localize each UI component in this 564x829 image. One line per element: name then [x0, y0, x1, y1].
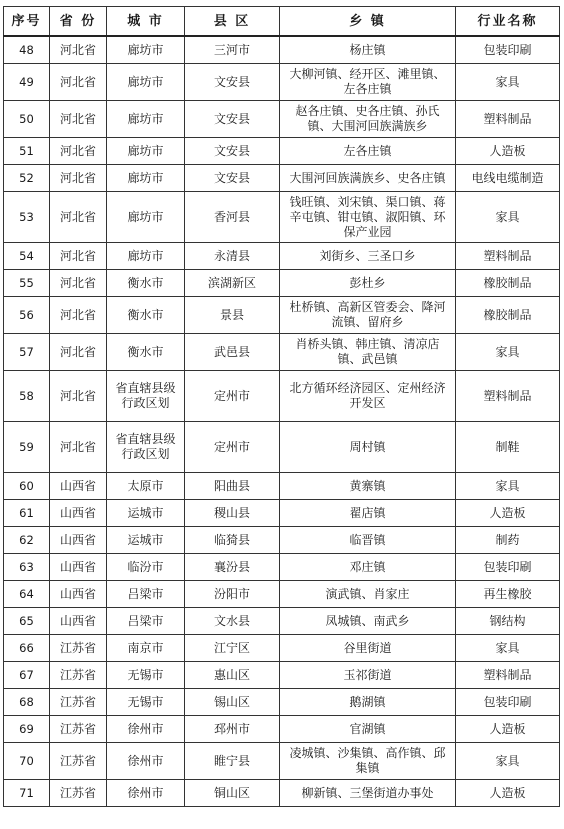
cell-province: 河北省 — [50, 243, 107, 270]
cell-seq: 70 — [4, 743, 50, 780]
cell-province: 河北省 — [50, 297, 107, 334]
cell-province: 江苏省 — [50, 716, 107, 743]
cell-industry: 人造板 — [456, 780, 560, 807]
table-row — [4, 165, 560, 192]
cell-city: 运城市 — [107, 527, 185, 554]
cell-seq: 63 — [4, 554, 50, 581]
cell-county: 文安县 — [185, 64, 280, 101]
cell-city: 廊坊市 — [107, 64, 185, 101]
cell-town: 钱旺镇、刘宋镇、渠口镇、蒋辛屯镇、钳屯镇、淑阳镇、环保产业园 — [280, 192, 456, 243]
cell-city: 吕梁市 — [107, 608, 185, 635]
cell-province: 河北省 — [50, 270, 107, 297]
cell-seq: 54 — [4, 243, 50, 270]
cell-county: 文安县 — [185, 101, 280, 138]
cell-industry: 人造板 — [456, 500, 560, 527]
cell-county: 香河县 — [185, 192, 280, 243]
cell-county: 阳曲县 — [185, 473, 280, 500]
cell-seq: 51 — [4, 138, 50, 165]
header-province: 省 份 — [50, 7, 107, 37]
cell-industry: 包装印刷 — [456, 554, 560, 581]
cell-county: 永清县 — [185, 243, 280, 270]
cell-city: 廊坊市 — [107, 192, 185, 243]
cell-industry: 制药 — [456, 527, 560, 554]
cell-province: 山西省 — [50, 608, 107, 635]
cell-town: 谷里街道 — [280, 635, 456, 662]
cell-province: 河北省 — [50, 64, 107, 101]
cell-town: 杜桥镇、高新区管委会、降河流镇、留府乡 — [280, 297, 456, 334]
cell-seq: 61 — [4, 500, 50, 527]
cell-county: 铜山区 — [185, 780, 280, 807]
cell-province: 河北省 — [50, 334, 107, 371]
cell-town: 凌城镇、沙集镇、高作镇、邱集镇 — [280, 743, 456, 780]
cell-seq: 56 — [4, 297, 50, 334]
cell-city: 廊坊市 — [107, 36, 185, 64]
cell-town: 临晋镇 — [280, 527, 456, 554]
cell-county: 三河市 — [185, 36, 280, 64]
cell-town: 刘街乡、三圣口乡 — [280, 243, 456, 270]
cell-city: 廊坊市 — [107, 101, 185, 138]
cell-province: 山西省 — [50, 527, 107, 554]
cell-city: 南京市 — [107, 635, 185, 662]
cell-province: 山西省 — [50, 581, 107, 608]
cell-seq: 65 — [4, 608, 50, 635]
cell-industry: 橡胶制品 — [456, 270, 560, 297]
cell-city: 省直辖县级行政区划 — [107, 371, 185, 422]
cell-city: 临汾市 — [107, 554, 185, 581]
cell-industry: 再生橡胶 — [456, 581, 560, 608]
cell-county: 江宁区 — [185, 635, 280, 662]
cell-county: 文安县 — [185, 138, 280, 165]
cell-town: 北方循环经济园区、定州经济开发区 — [280, 371, 456, 422]
cell-province: 江苏省 — [50, 662, 107, 689]
table-header-row — [4, 7, 560, 37]
cell-town: 邓庄镇 — [280, 554, 456, 581]
header-county: 县 区 — [185, 7, 280, 37]
cell-city: 徐州市 — [107, 780, 185, 807]
cell-county: 锡山区 — [185, 689, 280, 716]
table-row — [4, 138, 560, 165]
table-row — [4, 371, 560, 422]
cell-town: 玉祁街道 — [280, 662, 456, 689]
cell-county: 邳州市 — [185, 716, 280, 743]
cell-town: 官湖镇 — [280, 716, 456, 743]
cell-town: 黄寨镇 — [280, 473, 456, 500]
cell-county: 武邑县 — [185, 334, 280, 371]
cell-seq: 64 — [4, 581, 50, 608]
cell-city: 衡水市 — [107, 270, 185, 297]
cell-seq: 53 — [4, 192, 50, 243]
cell-town: 大围河回族满族乡、史各庄镇 — [280, 165, 456, 192]
cell-seq: 62 — [4, 527, 50, 554]
cell-province: 江苏省 — [50, 635, 107, 662]
cell-seq: 50 — [4, 101, 50, 138]
cell-province: 山西省 — [50, 554, 107, 581]
header-industry: 行业名称 — [456, 7, 560, 37]
cell-city: 衡水市 — [107, 334, 185, 371]
cell-county: 临猗县 — [185, 527, 280, 554]
cell-county: 睢宁县 — [185, 743, 280, 780]
header-town: 乡 镇 — [280, 7, 456, 37]
cell-industry: 塑料制品 — [456, 371, 560, 422]
cell-town: 凤城镇、南武乡 — [280, 608, 456, 635]
cell-town: 赵各庄镇、史各庄镇、孙氏镇、大围河回族满族乡 — [280, 101, 456, 138]
cell-industry: 塑料制品 — [456, 662, 560, 689]
cell-county: 襄汾县 — [185, 554, 280, 581]
cell-industry: 家具 — [456, 473, 560, 500]
cell-industry: 电线电缆制造 — [456, 165, 560, 192]
cell-town: 大柳河镇、经开区、滩里镇、左各庄镇 — [280, 64, 456, 101]
cell-town: 柳新镇、三堡街道办事处 — [280, 780, 456, 807]
cell-province: 山西省 — [50, 500, 107, 527]
cell-province: 河北省 — [50, 422, 107, 473]
cell-town: 演武镇、肖家庄 — [280, 581, 456, 608]
header-city: 城 市 — [107, 7, 185, 37]
cell-province: 山西省 — [50, 473, 107, 500]
cell-industry: 人造板 — [456, 138, 560, 165]
cell-industry: 制鞋 — [456, 422, 560, 473]
cell-city: 廊坊市 — [107, 138, 185, 165]
cell-industry: 塑料制品 — [456, 243, 560, 270]
table-row — [4, 270, 560, 297]
table-row — [4, 527, 560, 554]
cell-city: 廊坊市 — [107, 165, 185, 192]
table-row — [4, 64, 560, 101]
cell-seq: 59 — [4, 422, 50, 473]
cell-seq: 52 — [4, 165, 50, 192]
cell-seq: 55 — [4, 270, 50, 297]
cell-industry: 包装印刷 — [456, 689, 560, 716]
cell-town: 鹅湖镇 — [280, 689, 456, 716]
cell-industry: 塑料制品 — [456, 101, 560, 138]
cell-city: 省直辖县级行政区划 — [107, 422, 185, 473]
cell-county: 定州市 — [185, 422, 280, 473]
table-row — [4, 689, 560, 716]
cell-province: 江苏省 — [50, 689, 107, 716]
cell-city: 徐州市 — [107, 743, 185, 780]
table-row — [4, 334, 560, 371]
table-row — [4, 192, 560, 243]
table-row — [4, 780, 560, 807]
cell-county: 文安县 — [185, 165, 280, 192]
cell-county: 定州市 — [185, 371, 280, 422]
cell-seq: 66 — [4, 635, 50, 662]
cell-province: 江苏省 — [50, 743, 107, 780]
table-row — [4, 743, 560, 780]
table-row — [4, 554, 560, 581]
table-row — [4, 500, 560, 527]
table-row — [4, 635, 560, 662]
cell-seq: 71 — [4, 780, 50, 807]
cell-city: 徐州市 — [107, 716, 185, 743]
cell-town: 周村镇 — [280, 422, 456, 473]
cell-county: 滨湖新区 — [185, 270, 280, 297]
cell-seq: 68 — [4, 689, 50, 716]
table-row — [4, 297, 560, 334]
cell-seq: 69 — [4, 716, 50, 743]
cell-county: 景县 — [185, 297, 280, 334]
cell-seq: 58 — [4, 371, 50, 422]
cell-industry: 钢结构 — [456, 608, 560, 635]
cell-county: 文水县 — [185, 608, 280, 635]
cell-seq: 57 — [4, 334, 50, 371]
cell-county: 稷山县 — [185, 500, 280, 527]
cell-town: 左各庄镇 — [280, 138, 456, 165]
cell-seq: 49 — [4, 64, 50, 101]
cell-province: 江苏省 — [50, 780, 107, 807]
cell-industry: 家具 — [456, 635, 560, 662]
header-seq: 序号 — [4, 7, 50, 37]
table-row — [4, 608, 560, 635]
cell-city: 无锡市 — [107, 662, 185, 689]
cell-town: 翟店镇 — [280, 500, 456, 527]
cell-province: 河北省 — [50, 192, 107, 243]
cell-town: 杨庄镇 — [280, 36, 456, 64]
table-row — [4, 101, 560, 138]
cell-province: 河北省 — [50, 371, 107, 422]
table-row — [4, 422, 560, 473]
cell-county: 惠山区 — [185, 662, 280, 689]
cell-city: 廊坊市 — [107, 243, 185, 270]
cell-industry: 包装印刷 — [456, 36, 560, 64]
table-row — [4, 243, 560, 270]
cell-province: 河北省 — [50, 138, 107, 165]
cell-town: 彭杜乡 — [280, 270, 456, 297]
cell-city: 衡水市 — [107, 297, 185, 334]
cell-industry: 家具 — [456, 192, 560, 243]
cell-city: 无锡市 — [107, 689, 185, 716]
table-row — [4, 473, 560, 500]
cell-town: 肖桥头镇、韩庄镇、清凉店镇、武邑镇 — [280, 334, 456, 371]
table-row — [4, 581, 560, 608]
cell-city: 太原市 — [107, 473, 185, 500]
industry-town-table — [3, 6, 560, 807]
cell-county: 汾阳市 — [185, 581, 280, 608]
cell-city: 吕梁市 — [107, 581, 185, 608]
cell-city: 运城市 — [107, 500, 185, 527]
cell-province: 河北省 — [50, 165, 107, 192]
table-row — [4, 36, 560, 64]
cell-industry: 人造板 — [456, 716, 560, 743]
cell-industry: 家具 — [456, 64, 560, 101]
cell-seq: 48 — [4, 36, 50, 64]
cell-industry: 家具 — [456, 743, 560, 780]
cell-province: 河北省 — [50, 36, 107, 64]
table-row — [4, 662, 560, 689]
table-row — [4, 716, 560, 743]
industry-town-table-container — [3, 6, 559, 807]
cell-industry: 橡胶制品 — [456, 297, 560, 334]
cell-seq: 67 — [4, 662, 50, 689]
cell-province: 河北省 — [50, 101, 107, 138]
cell-seq: 60 — [4, 473, 50, 500]
cell-industry: 家具 — [456, 334, 560, 371]
